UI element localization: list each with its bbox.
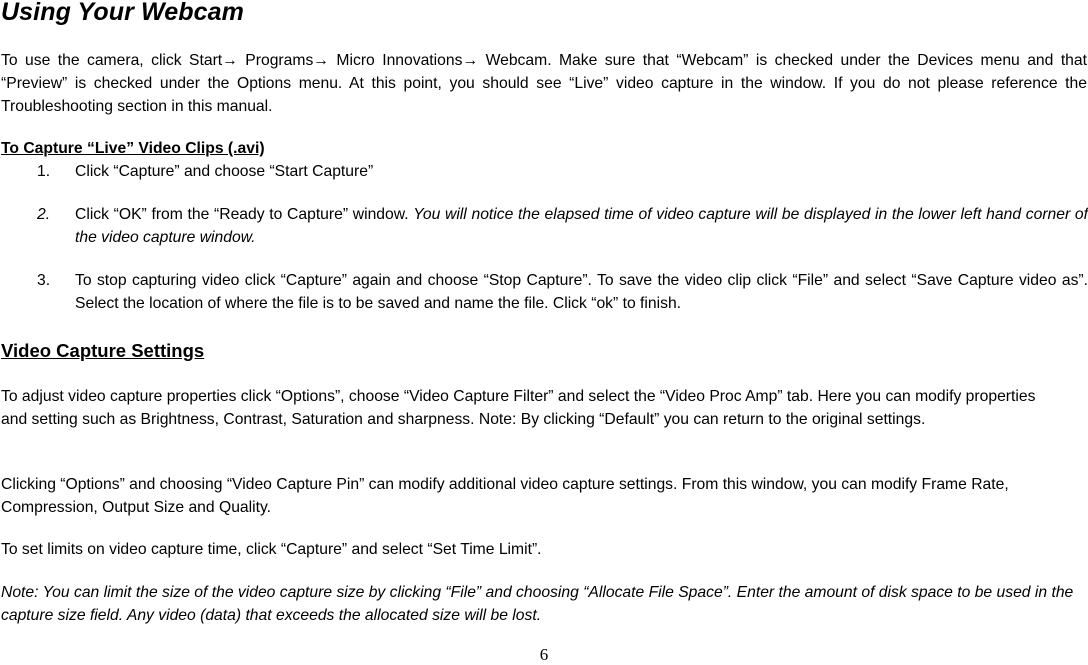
intro-text-start: To use the camera, click Start xyxy=(1,52,223,69)
note-paragraph: Note: You can limit the size of the video capture size by clicking “File” and choosing “Allocate File Space”. Enter the amount of disk space to be used in the capture size field. Any video (data) that exceeds the allocated size will be lost. xyxy=(1,584,1074,624)
settings-paragraph: To set limits on video capture time, click “Capture” and select “Set Time Limit”. xyxy=(1,541,542,558)
page-number: 6 xyxy=(539,645,549,664)
settings-paragraph: Clicking “Options” and choosing “Video Capture Pin” can modify additional video capture settings. From this window, you can modify Frame Rate, Compression, Output Size and Quality. xyxy=(1,476,1009,516)
list-item-text xyxy=(75,203,1088,249)
settings-section-heading: Video Capture Settings xyxy=(1,340,205,361)
list-item-number: 3. xyxy=(37,272,51,289)
right-arrow-icon: → xyxy=(462,52,479,69)
list-item-number: 1. xyxy=(37,163,51,180)
right-arrow-icon: → xyxy=(222,52,238,69)
page-title: Using Your Webcam xyxy=(1,0,244,26)
intro-paragraph xyxy=(1,49,1087,118)
list-item-text: To stop capturing video click “Capture” again and choose “Stop Capture”. To save the video clip click “File” and select “Save Capture video as”. Select the location of where the file is to be saved and name the file. Click “ok” to finish. xyxy=(75,272,1088,312)
intro-text-micro-innovations: Micro Innovations xyxy=(328,52,463,69)
list-item-text-italic: You will notice the elapsed time of video capture will be displayed in the lower left hand corner of the video capture window. xyxy=(75,206,1088,246)
list-item-number: 2. xyxy=(37,206,51,223)
settings-paragraph: To adjust video capture properties click “Options”, choose “Video Capture Filter” and select the “Video Proc Amp” tab. Here you can modify properties and setting such as Brightness, Contrast, Saturation and sharpness. Note: By clicking “Default” you can return to the original settings. xyxy=(1,388,1036,428)
right-arrow-icon: → xyxy=(313,52,329,69)
intro-text-programs: Programs xyxy=(237,52,314,69)
intro-text-rest: Webcam. Make sure that “Webcam” is checked under the Devices menu and that “Preview” is checked under the Options menu. At this point, you should see “Live” video capture in the window. If you do not please reference the Troubleshooting section in this manual. xyxy=(1,52,1087,115)
list-item-text: Click “Capture” and choose “Start Capture” xyxy=(75,163,374,180)
list-item-text-plain: Click “OK” from the “Ready to Capture” window. xyxy=(75,206,414,223)
capture-section-heading: To Capture “Live” Video Clips (.avi) xyxy=(1,140,265,157)
